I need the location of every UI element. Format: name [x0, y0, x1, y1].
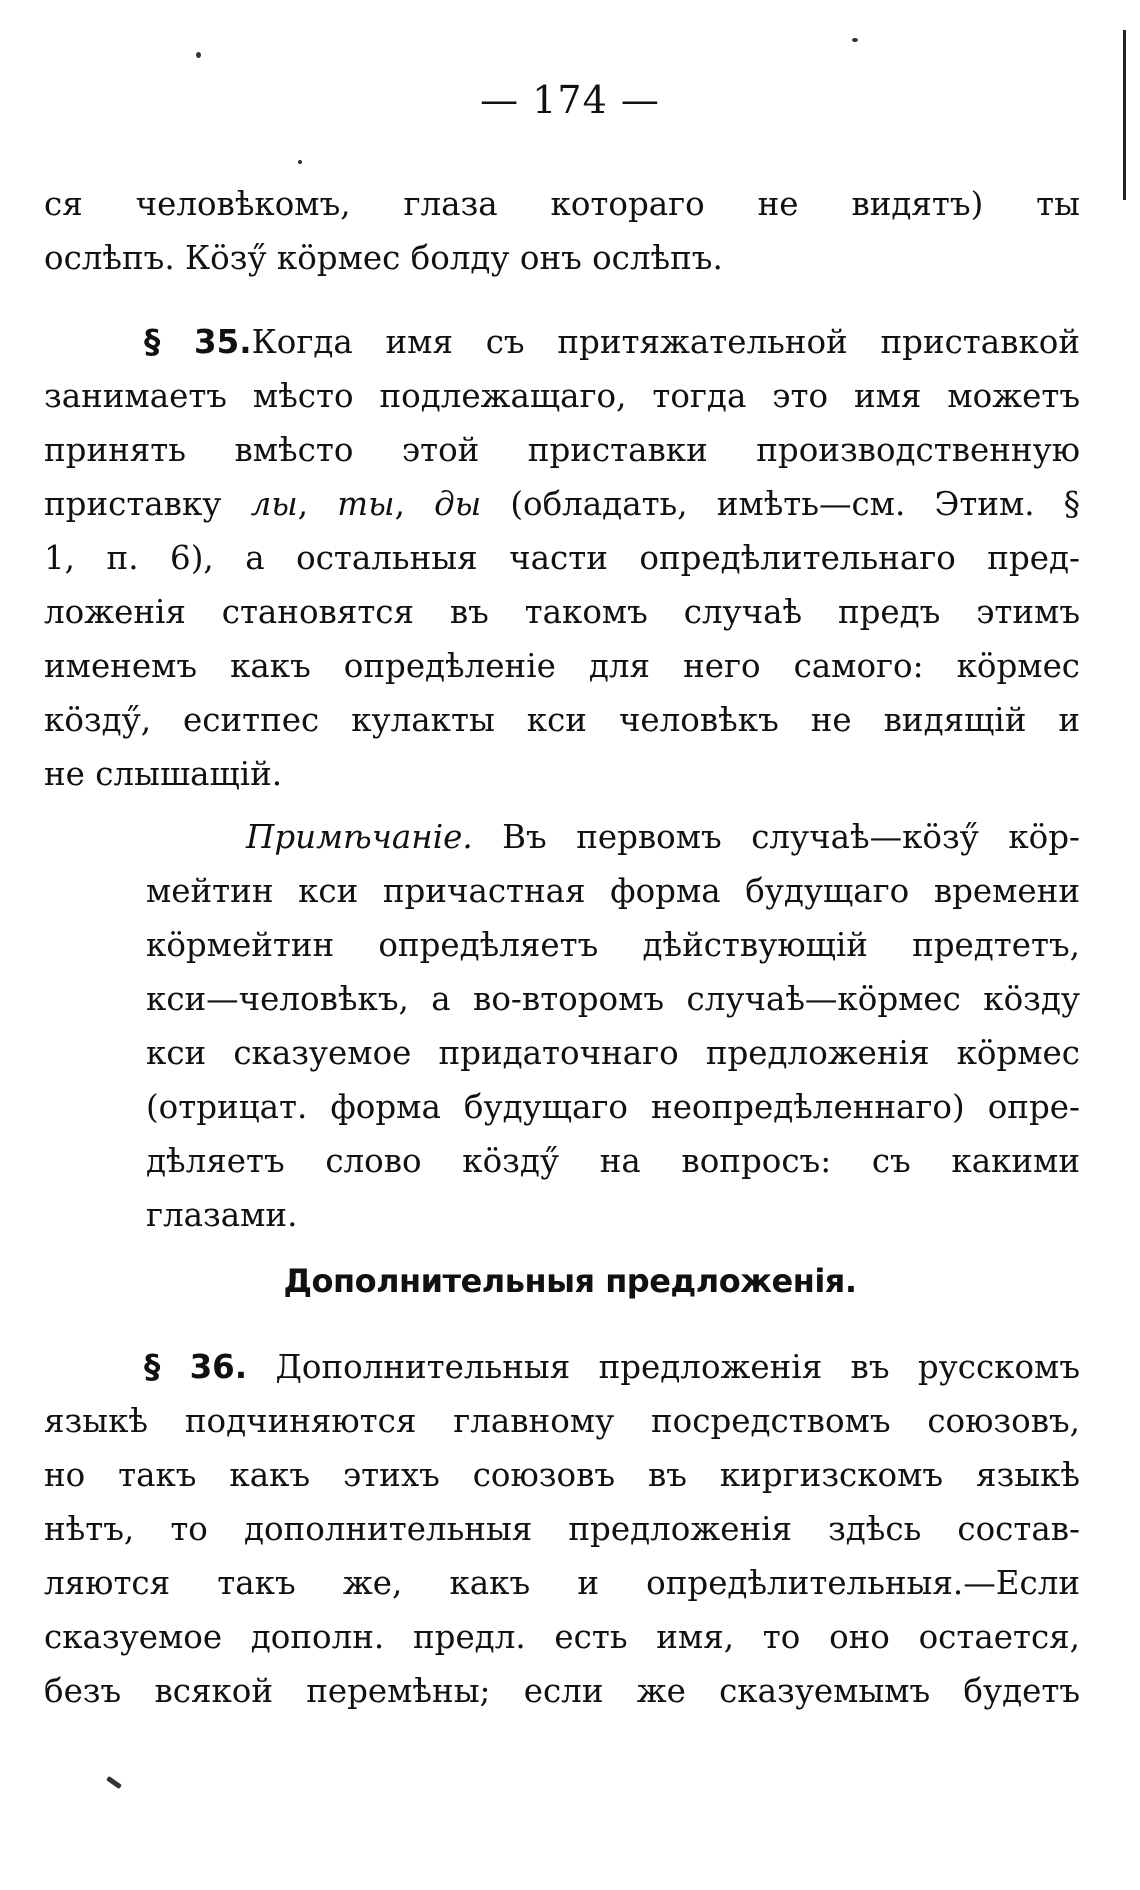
- text-line: [44, 1340, 1080, 1394]
- suffix-ly: лы: [250, 485, 298, 523]
- section-heading: Дополнительныя предложенія.: [283, 1262, 857, 1300]
- section-35-paragraph: [44, 315, 1080, 801]
- text-line: кöздӳ, еситпес кулакты кси человѣкъ не видящій и: [44, 701, 1080, 739]
- text-line: кöрмейтин опредѣляетъ дѣйствующій предтетъ,: [146, 926, 1080, 964]
- text-line: принять вмѣсто этой приставки производственную: [44, 431, 1080, 469]
- text-line: глазами.: [146, 1196, 298, 1234]
- text-line: (отрицат. форма будущаго неопредѣленнаго) опре-: [146, 1088, 1080, 1126]
- scan-speck: [106, 1776, 122, 1789]
- text-line: дѣляетъ слово кöздӳ на вопросъ: съ какими: [146, 1142, 1080, 1180]
- text-line: именемъ какъ опредѣленіе для него самого: кöрмес: [44, 647, 1080, 685]
- text-line: безъ всякой перемѣны; если же сказуемымъ будетъ: [44, 1672, 1080, 1710]
- text-line: кси сказуемое придаточнаго предложенія кöрмес: [146, 1034, 1080, 1072]
- text-line: кси—человѣкъ, а во-второмъ случаѣ—кöрмес кöзду: [146, 980, 1080, 1018]
- section-35-mark: § 35.: [144, 323, 252, 361]
- text-line: нѣтъ, то дополнительныя предложенія здѣсь состав-: [44, 1510, 1080, 1548]
- text-line: ослѣпъ. Кöзӳ кöрмес болду онъ ослѣпъ.: [44, 239, 723, 277]
- line-fragment: ,: [297, 485, 338, 523]
- page-number: — 174 —: [480, 78, 660, 122]
- text-line: сказуемое дополн. предл. есть имя, то оно остается,: [44, 1618, 1080, 1656]
- line-fragment: Въ первомъ случаѣ—кöзӳ кöр-: [472, 818, 1080, 856]
- text-line: ся человѣкомъ, глаза котораго не видятъ) ты: [44, 185, 1080, 223]
- section-36-lead: Дополнительныя предложенія въ русскомъ: [275, 1348, 1080, 1386]
- section-36-mark: § 36.: [144, 1348, 248, 1386]
- line-fragment: ,: [394, 485, 435, 523]
- section-35-lead: Когда имя съ притяжательной приставкой: [251, 323, 1080, 361]
- text-line: [146, 810, 1080, 864]
- text-line: но такъ какъ этихъ союзовъ въ киргизскомъ языкѣ: [44, 1456, 1080, 1494]
- intro-paragraph: [44, 177, 1080, 285]
- scan-speck: [852, 38, 858, 42]
- text-line: 1, п. 6), а остальныя части опредѣлительнаго пред-: [44, 539, 1080, 577]
- note-label: Примѣчаніе.: [246, 818, 473, 856]
- note-paragraph: [146, 810, 1080, 1242]
- text-line: ляются такъ же, какъ и опредѣлительныя.—Если: [44, 1564, 1080, 1602]
- suffix-dy: ды: [434, 485, 482, 523]
- suffix-ty: ты: [337, 485, 395, 523]
- scan-speck: [298, 160, 302, 164]
- line-fragment: приставку: [44, 485, 251, 523]
- text-line: [44, 477, 1080, 531]
- line-fragment: (обладать, имѣть—см. Этим. §: [481, 485, 1080, 523]
- text-line: не слышащій.: [44, 755, 283, 793]
- text-line: занимаетъ мѣсто подлежащаго, тогда это имя можетъ: [44, 377, 1080, 415]
- text-line: ложенія становятся въ такомъ случаѣ предъ этимъ: [44, 593, 1080, 631]
- text-line: мейтин кси причастная форма будущаго времени: [146, 872, 1080, 910]
- text-line: [44, 315, 1080, 369]
- scan-speck: [196, 52, 201, 58]
- text-line: языкѣ подчиняются главному посредствомъ союзовъ,: [44, 1402, 1080, 1440]
- section-36-paragraph: [44, 1340, 1080, 1718]
